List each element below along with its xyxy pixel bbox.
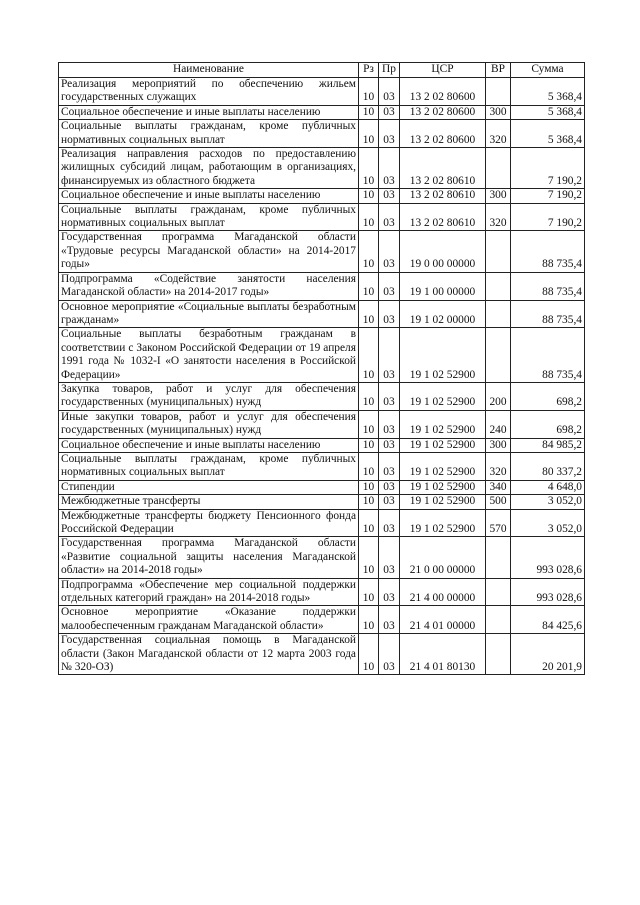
cell-sum: 5 368,4 — [511, 105, 585, 119]
cell-name: Социальное обеспечение и иные выплаты населению — [59, 189, 359, 203]
table-row — [59, 410, 585, 438]
cell-vr: 320 — [486, 203, 511, 231]
cell-sum: 5 368,4 — [511, 120, 585, 148]
cell-name: Социальное обеспечение и иные выплаты населению — [59, 105, 359, 119]
table-row — [59, 272, 585, 300]
cell-csr: 13 2 02 80610 — [400, 148, 486, 189]
table-row — [59, 509, 585, 537]
cell-csr: 21 4 00 00000 — [400, 578, 486, 606]
cell-pr: 03 — [379, 328, 400, 383]
cell-rz: 10 — [359, 203, 379, 231]
cell-rz: 10 — [359, 410, 379, 438]
cell-csr: 19 1 02 52900 — [400, 452, 486, 480]
cell-csr: 19 1 02 52900 — [400, 382, 486, 410]
cell-sum: 88 735,4 — [511, 231, 585, 272]
cell-pr: 03 — [379, 148, 400, 189]
cell-name: Реализация мероприятий по обеспечению жильем государственных служащих — [59, 78, 359, 106]
cell-rz: 10 — [359, 495, 379, 509]
cell-sum: 4 648,0 — [511, 480, 585, 494]
cell-sum: 20 201,9 — [511, 634, 585, 675]
cell-vr — [486, 578, 511, 606]
cell-rz: 10 — [359, 120, 379, 148]
table-row — [59, 231, 585, 272]
cell-vr — [486, 300, 511, 328]
cell-csr: 19 1 02 52900 — [400, 495, 486, 509]
cell-csr: 21 0 00 00000 — [400, 537, 486, 578]
cell-csr: 13 2 02 80600 — [400, 105, 486, 119]
cell-csr: 19 1 02 00000 — [400, 300, 486, 328]
cell-pr: 03 — [379, 606, 400, 634]
cell-name: Межбюджетные трансферты бюджету Пенсионного фонда Российской Федерации — [59, 509, 359, 537]
cell-vr — [486, 78, 511, 106]
cell-name: Государственная социальная помощь в Магаданской области (Закон Магаданской области от 12 марта 2003 года № 320-ОЗ) — [59, 634, 359, 675]
header-pr: Пр — [379, 63, 400, 78]
cell-vr — [486, 634, 511, 675]
cell-pr: 03 — [379, 634, 400, 675]
cell-csr: 19 1 02 52900 — [400, 328, 486, 383]
cell-sum: 5 368,4 — [511, 78, 585, 106]
cell-sum: 7 190,2 — [511, 148, 585, 189]
table-row — [59, 480, 585, 494]
table-body — [59, 78, 585, 675]
header-csr: ЦСР — [400, 63, 486, 78]
table-row — [59, 120, 585, 148]
table-row — [59, 537, 585, 578]
cell-rz: 10 — [359, 634, 379, 675]
cell-rz: 10 — [359, 537, 379, 578]
cell-rz: 10 — [359, 189, 379, 203]
cell-rz: 10 — [359, 452, 379, 480]
cell-rz: 10 — [359, 578, 379, 606]
cell-vr: 340 — [486, 480, 511, 494]
cell-vr: 300 — [486, 105, 511, 119]
table-row — [59, 382, 585, 410]
header-rz: Рз — [359, 63, 379, 78]
cell-rz: 10 — [359, 105, 379, 119]
cell-name: Основное мероприятие «Оказание поддержки малообеспеченным гражданам Магаданской области» — [59, 606, 359, 634]
cell-sum: 7 190,2 — [511, 189, 585, 203]
cell-pr: 03 — [379, 203, 400, 231]
cell-name: Подпрограмма «Содействие занятости населения Магаданской области» на 2014-2017 годы» — [59, 272, 359, 300]
table-row — [59, 203, 585, 231]
cell-pr: 03 — [379, 452, 400, 480]
cell-rz: 10 — [359, 480, 379, 494]
cell-name: Социальные выплаты гражданам, кроме публичных нормативных социальных выплат — [59, 203, 359, 231]
table-row — [59, 300, 585, 328]
cell-name: Социальное обеспечение и иные выплаты населению — [59, 438, 359, 452]
cell-name: Подпрограмма «Обеспечение мер социальной поддержки отдельных категорий граждан» на 2014-2018 годы» — [59, 578, 359, 606]
table-row — [59, 328, 585, 383]
header-sum: Сумма — [511, 63, 585, 78]
table-row — [59, 148, 585, 189]
document-page — [58, 62, 584, 675]
cell-sum: 84 985,2 — [511, 438, 585, 452]
cell-vr — [486, 272, 511, 300]
table-row — [59, 438, 585, 452]
cell-vr — [486, 606, 511, 634]
cell-pr: 03 — [379, 300, 400, 328]
cell-name: Межбюджетные трансферты — [59, 495, 359, 509]
cell-rz: 10 — [359, 606, 379, 634]
cell-rz: 10 — [359, 300, 379, 328]
cell-pr: 03 — [379, 189, 400, 203]
cell-name: Социальные выплаты безработным гражданам в соответствии с Законом Российской Федерации от 19 апреля 1991 года № 1032-I «О занятости населения в Российской Федерации» — [59, 328, 359, 383]
cell-pr: 03 — [379, 382, 400, 410]
cell-name: Государственная программа Магаданской области «Трудовые ресурсы Магаданской области» на 2014-2017 годы» — [59, 231, 359, 272]
cell-sum: 993 028,6 — [511, 578, 585, 606]
cell-vr — [486, 537, 511, 578]
cell-name: Иные закупки товаров, работ и услуг для обеспечения государственных (муниципальных) нужд — [59, 410, 359, 438]
cell-pr: 03 — [379, 480, 400, 494]
cell-pr: 03 — [379, 537, 400, 578]
cell-rz: 10 — [359, 272, 379, 300]
cell-pr: 03 — [379, 120, 400, 148]
cell-name: Стипендии — [59, 480, 359, 494]
cell-name: Социальные выплаты гражданам, кроме публичных нормативных социальных выплат — [59, 120, 359, 148]
cell-sum: 84 425,6 — [511, 606, 585, 634]
cell-vr: 240 — [486, 410, 511, 438]
cell-vr: 200 — [486, 382, 511, 410]
table-row — [59, 578, 585, 606]
cell-vr: 300 — [486, 438, 511, 452]
cell-pr: 03 — [379, 78, 400, 106]
cell-pr: 03 — [379, 509, 400, 537]
cell-rz: 10 — [359, 438, 379, 452]
cell-csr: 13 2 02 80600 — [400, 120, 486, 148]
cell-vr — [486, 231, 511, 272]
table-row — [59, 78, 585, 106]
cell-sum: 80 337,2 — [511, 452, 585, 480]
cell-csr: 19 1 02 52900 — [400, 509, 486, 537]
cell-sum: 88 735,4 — [511, 328, 585, 383]
cell-pr: 03 — [379, 438, 400, 452]
cell-name: Государственная программа Магаданской области «Развитие социальной защиты населения Магаданской области» на 2014-2018 годы» — [59, 537, 359, 578]
cell-csr: 19 1 02 52900 — [400, 410, 486, 438]
cell-vr — [486, 328, 511, 383]
cell-rz: 10 — [359, 231, 379, 272]
cell-sum: 698,2 — [511, 382, 585, 410]
cell-vr: 500 — [486, 495, 511, 509]
cell-name: Реализация направления расходов по предоставлению жилищных субсидий лицам, работающим в организациях, финансируемых из областного бюджета — [59, 148, 359, 189]
cell-csr: 13 2 02 80610 — [400, 189, 486, 203]
cell-name: Социальные выплаты гражданам, кроме публичных нормативных социальных выплат — [59, 452, 359, 480]
cell-vr: 320 — [486, 120, 511, 148]
cell-rz: 10 — [359, 78, 379, 106]
cell-sum: 3 052,0 — [511, 495, 585, 509]
table-row — [59, 606, 585, 634]
table-row — [59, 634, 585, 675]
cell-rz: 10 — [359, 328, 379, 383]
table-header-row — [59, 63, 585, 78]
cell-pr: 03 — [379, 272, 400, 300]
header-name: Наименование — [59, 63, 359, 78]
cell-name: Закупка товаров, работ и услуг для обеспечения государственных (муниципальных) нужд — [59, 382, 359, 410]
cell-pr: 03 — [379, 495, 400, 509]
cell-sum: 698,2 — [511, 410, 585, 438]
budget-table — [58, 62, 585, 675]
cell-pr: 03 — [379, 105, 400, 119]
cell-vr — [486, 148, 511, 189]
cell-sum: 7 190,2 — [511, 203, 585, 231]
cell-rz: 10 — [359, 509, 379, 537]
cell-csr: 19 1 00 00000 — [400, 272, 486, 300]
cell-csr: 21 4 01 00000 — [400, 606, 486, 634]
table-row — [59, 105, 585, 119]
cell-csr: 13 2 02 80610 — [400, 203, 486, 231]
cell-name: Основное мероприятие «Социальные выплаты безработным гражданам» — [59, 300, 359, 328]
cell-vr: 570 — [486, 509, 511, 537]
cell-sum: 3 052,0 — [511, 509, 585, 537]
cell-csr: 19 0 00 00000 — [400, 231, 486, 272]
cell-sum: 88 735,4 — [511, 300, 585, 328]
cell-vr: 300 — [486, 189, 511, 203]
cell-rz: 10 — [359, 148, 379, 189]
table-row — [59, 495, 585, 509]
cell-sum: 88 735,4 — [511, 272, 585, 300]
cell-csr: 19 1 02 52900 — [400, 480, 486, 494]
cell-pr: 03 — [379, 410, 400, 438]
cell-sum: 993 028,6 — [511, 537, 585, 578]
cell-csr: 13 2 02 80600 — [400, 78, 486, 106]
cell-csr: 21 4 01 80130 — [400, 634, 486, 675]
cell-pr: 03 — [379, 231, 400, 272]
cell-pr: 03 — [379, 578, 400, 606]
header-vr: ВР — [486, 63, 511, 78]
cell-vr: 320 — [486, 452, 511, 480]
cell-csr: 19 1 02 52900 — [400, 438, 486, 452]
table-row — [59, 189, 585, 203]
cell-rz: 10 — [359, 382, 379, 410]
table-row — [59, 452, 585, 480]
